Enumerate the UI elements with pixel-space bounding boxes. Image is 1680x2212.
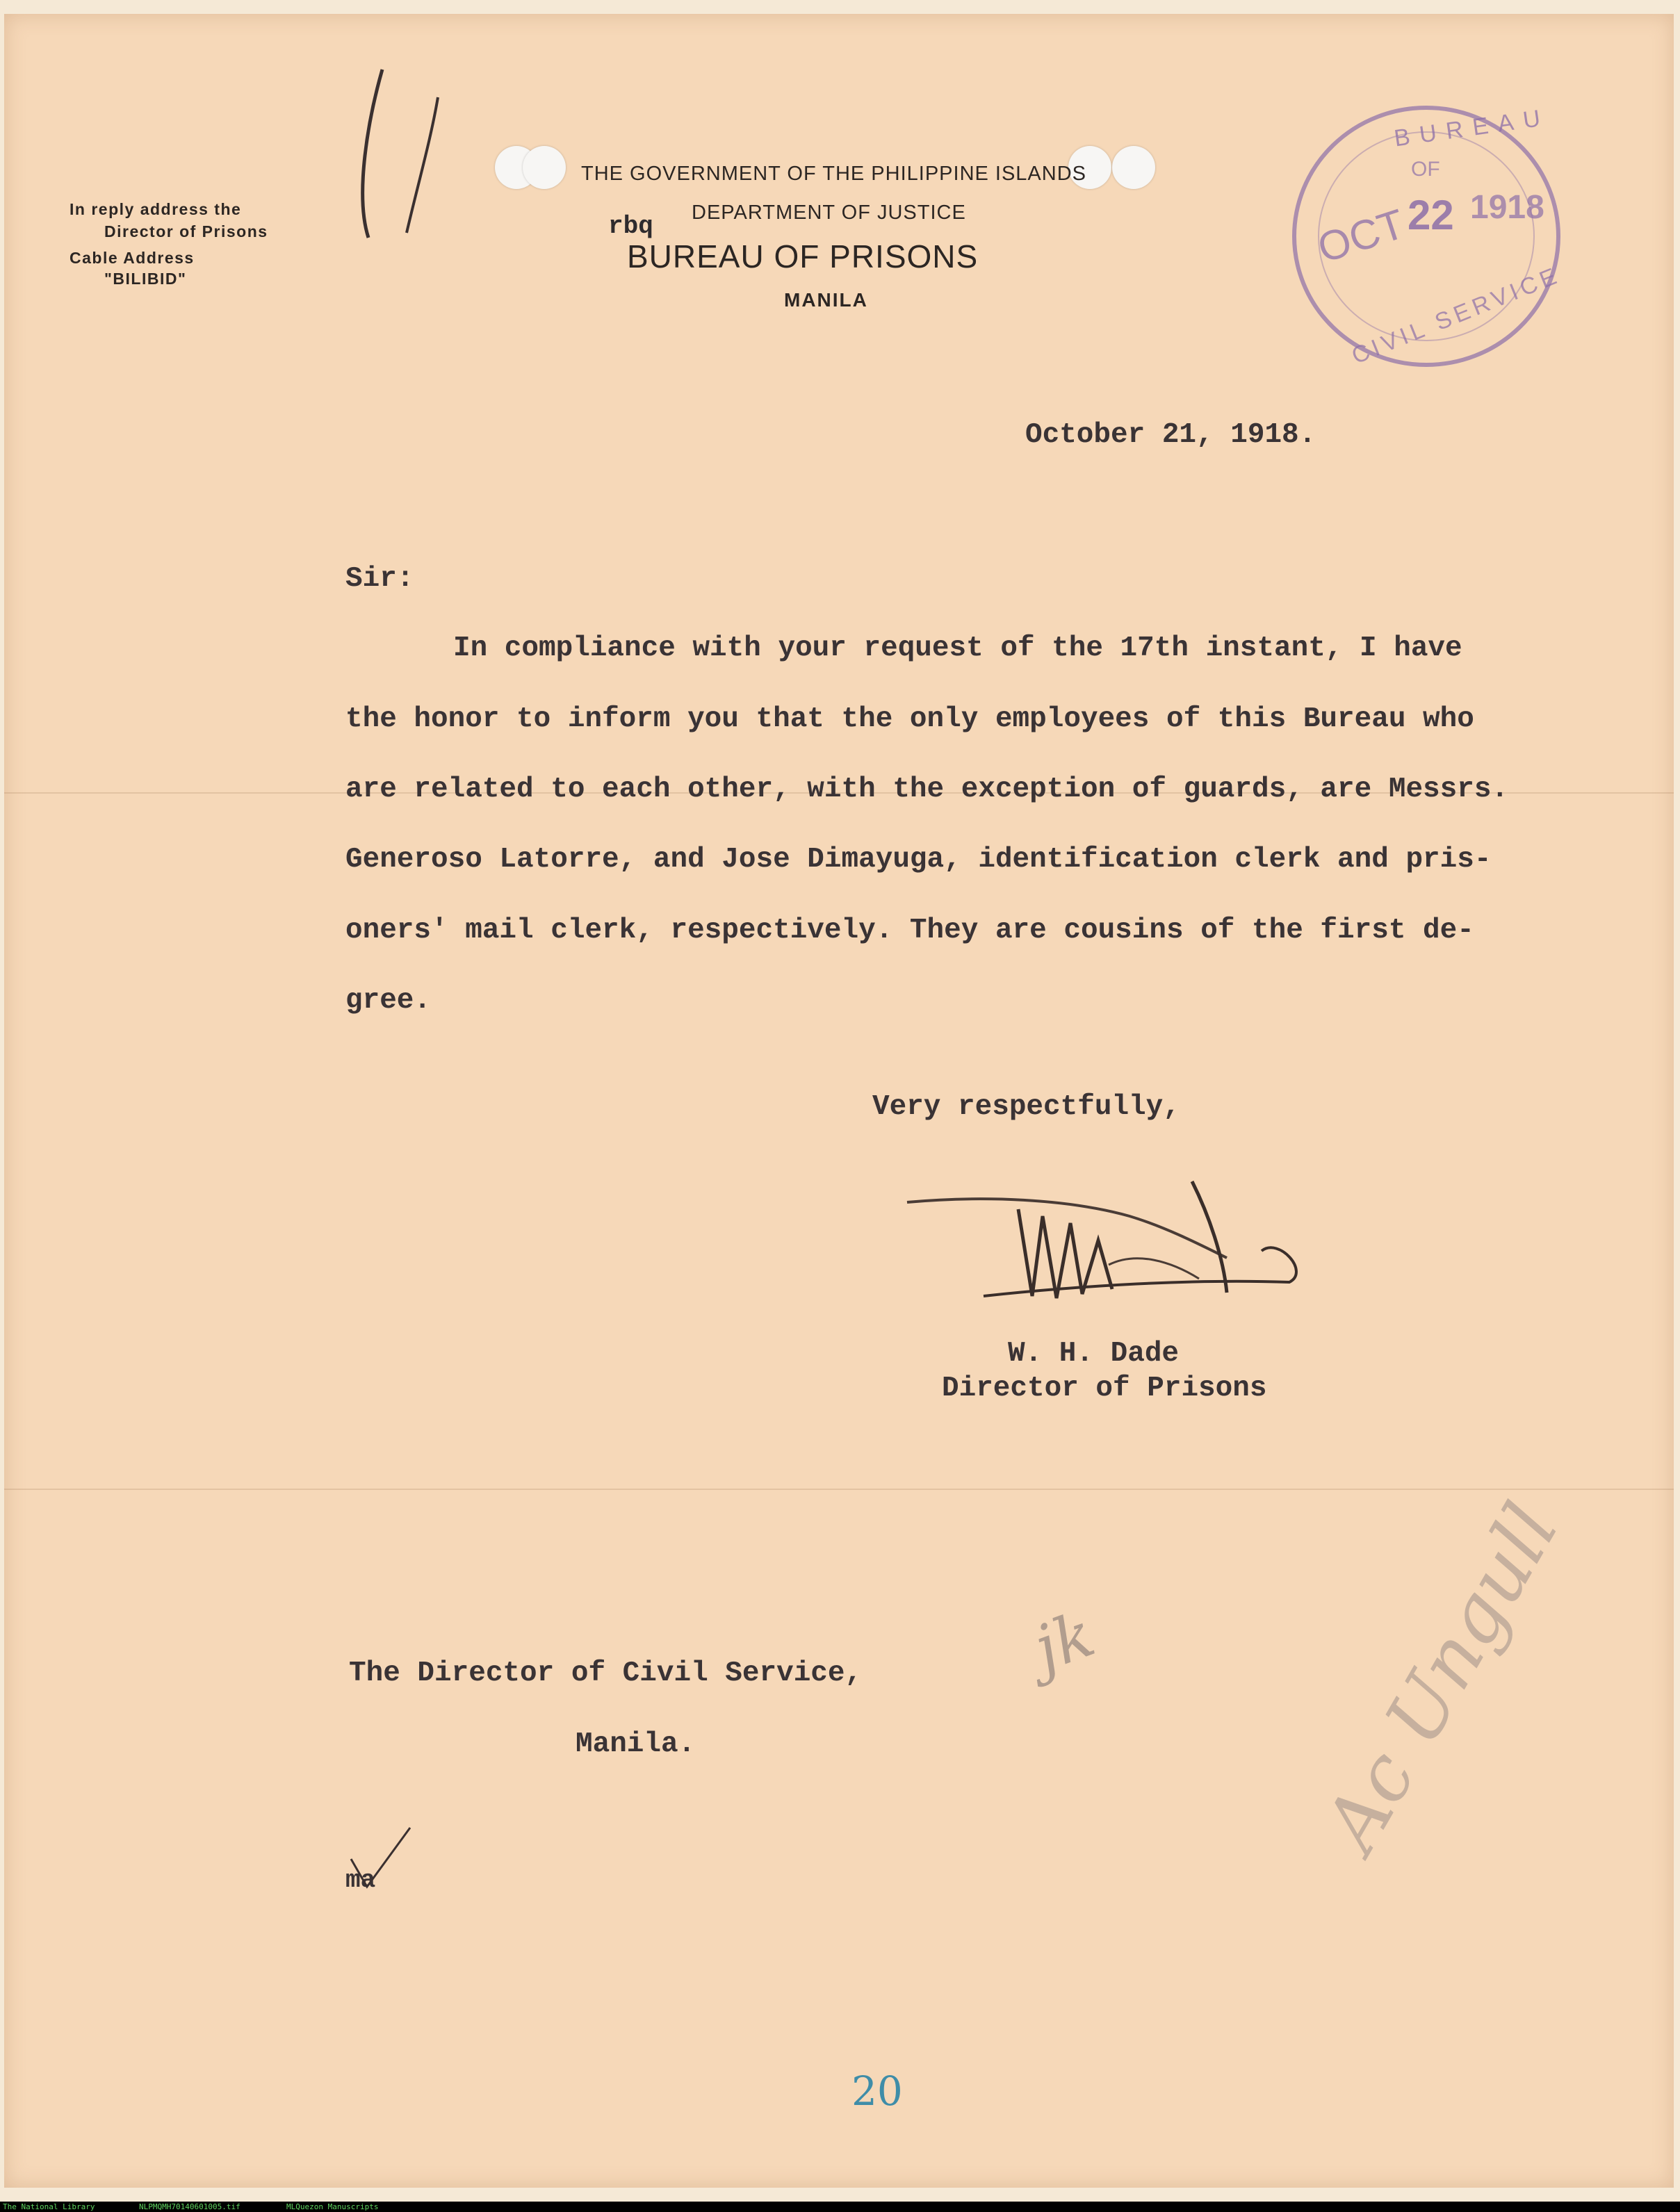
handwritten-margin-note: Ac Ungull: [1307, 1489, 1576, 1865]
fold-line: [4, 1489, 1674, 1490]
body-line: In compliance with your request of the 17th instant, I have: [453, 632, 1462, 664]
typist-initials: ma: [345, 1866, 376, 1894]
archive-footer: [0, 2202, 1680, 2212]
punch-hole: [523, 146, 566, 189]
stamp-top-text: BUREAU: [1392, 104, 1552, 152]
cable-address-name: "BILIBID": [104, 270, 187, 288]
footer-collection: MLQuezon Manuscripts: [286, 2202, 379, 2211]
handwritten-jk: jk: [1025, 1598, 1104, 1686]
letter-date: October 21, 1918.: [1025, 419, 1316, 451]
recipient-line2: Manila.: [576, 1728, 696, 1760]
punch-hole: [1112, 146, 1155, 189]
recipient-line1: The Director of Civil Service,: [349, 1657, 863, 1689]
footer-file: NLPMQMH70140601005.tif: [139, 2202, 240, 2211]
cable-address-label: Cable Address: [70, 249, 195, 267]
body-line: oners' mail clerk, respectively. They are cousins of the first de-: [345, 915, 1474, 947]
government-heading: THE GOVERNMENT OF THE PHILIPPINE ISLANDS: [581, 163, 1087, 185]
city-heading: MANILA: [784, 289, 868, 311]
signer-name: W. H. Dade: [1008, 1338, 1180, 1370]
reply-address-line2: Director of Prisons: [104, 222, 268, 240]
stamp-month: OCT: [1312, 200, 1410, 272]
signer-title: Director of Prisons: [942, 1373, 1267, 1404]
checkmark-icon: [348, 1824, 417, 1894]
footer-library: The National Library: [3, 2202, 95, 2211]
stamp-bottom-text: CIVIL SERVICE: [1348, 261, 1565, 370]
stamp-year: 1918: [1470, 189, 1544, 226]
received-stamp: [1289, 101, 1564, 372]
stamp-day: 22: [1408, 192, 1454, 238]
closing: Very respectfully,: [872, 1091, 1180, 1123]
department-heading: DEPARTMENT OF JUSTICE: [692, 202, 966, 224]
rbq-annotation: rbq: [608, 212, 653, 240]
body-line: gree.: [345, 985, 432, 1017]
signature-image: [900, 1174, 1303, 1320]
ink-stroke-mark: [348, 56, 459, 250]
body-line: Generoso Latorre, and Jose Dimayuga, identification clerk and pris-: [345, 844, 1492, 876]
body-line: are related to each other, with the exception of guards, are Messrs.: [345, 773, 1509, 805]
stamp-of-text: OF: [1411, 158, 1440, 181]
reply-address-line1: In reply address the: [70, 200, 242, 218]
salutation: Sir:: [345, 563, 414, 595]
body-line: the honor to inform you that the only employees of this Bureau who: [345, 703, 1474, 735]
page-number: 20: [851, 2067, 903, 2115]
bureau-heading: BUREAU OF PRISONS: [627, 238, 979, 275]
